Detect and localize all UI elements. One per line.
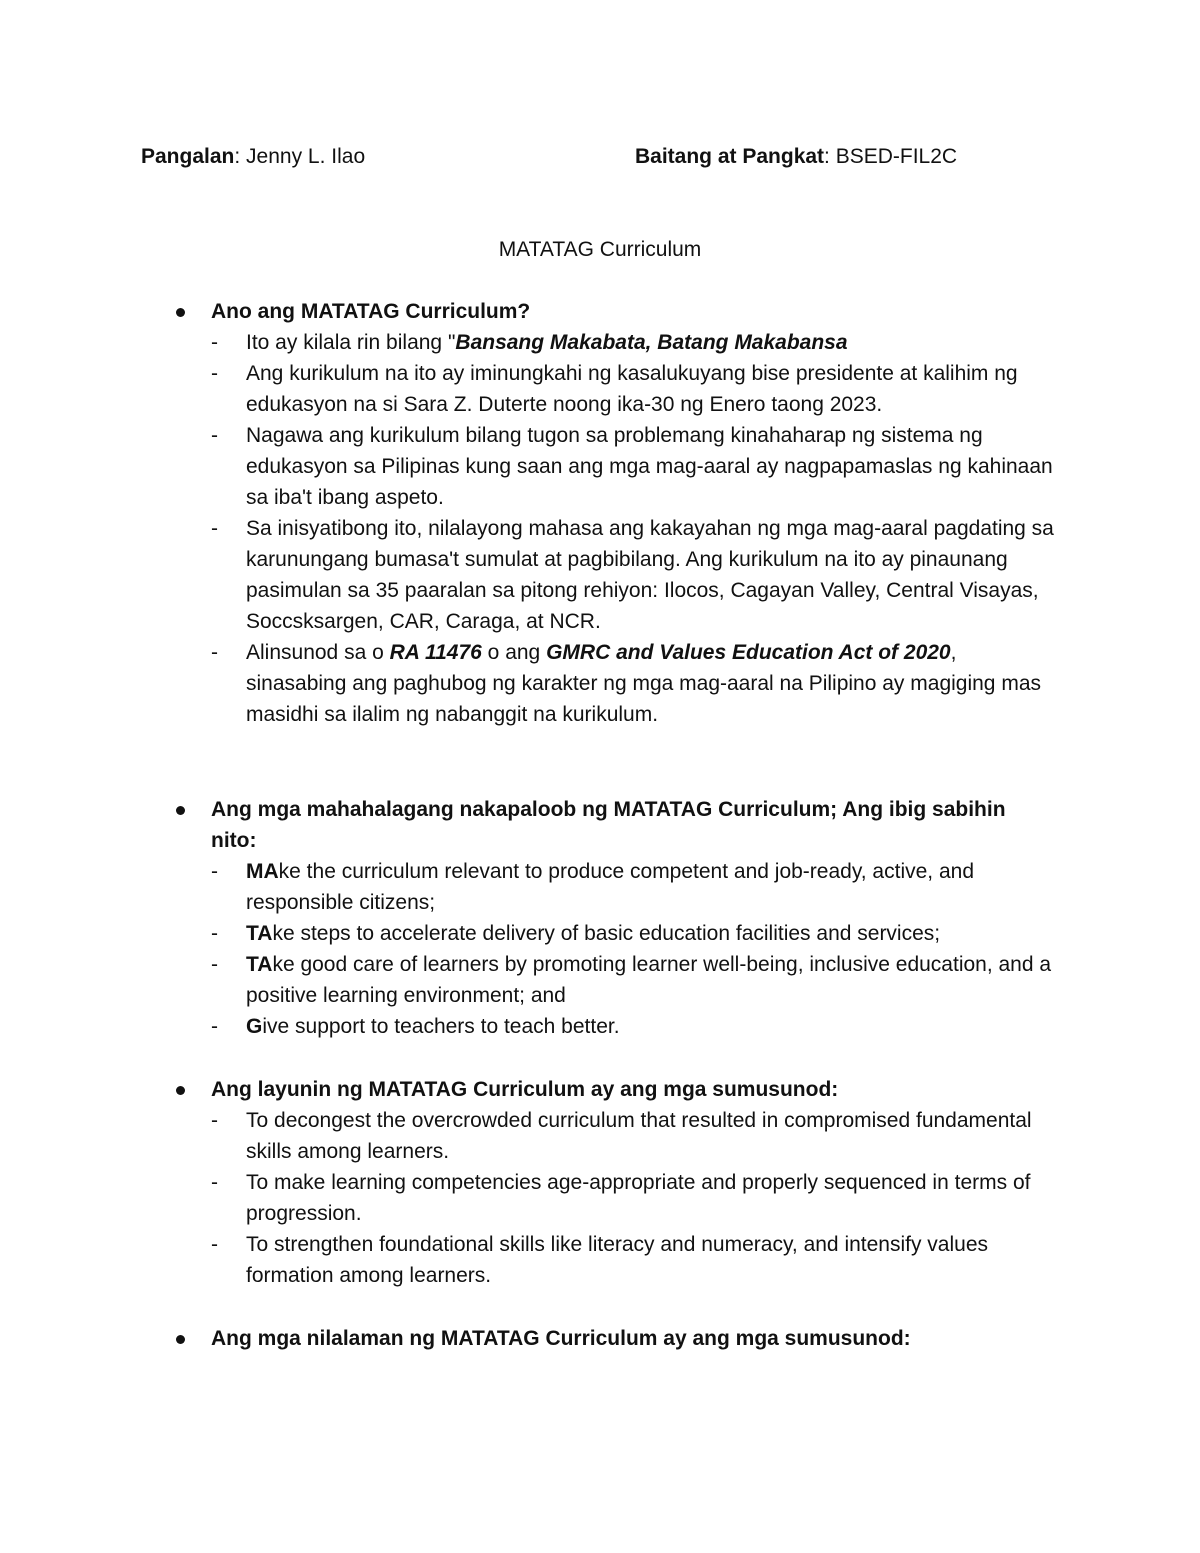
name-value: : Jenny L. Ilao [234, 145, 366, 168]
list-item [176, 358, 1056, 420]
section-objectives [176, 1074, 1056, 1291]
item-text: ke the curriculum relevant to produce competent and job-ready, active, and responsible citizens; [246, 860, 974, 914]
dash-icon: - [211, 922, 218, 945]
grade-label: Baitang at Pangkat [635, 145, 825, 168]
item-text: Ang kurikulum na ito ay iminungkahi ng kasalukuyang bise presidente at kalihim ng edukasyon na si Sara Z. Duterte noong ika-30 ng Enero taong 2023. [246, 362, 1018, 416]
section-heading-text: Ano ang MATATAG Curriculum? [211, 300, 531, 323]
law-number: RA 11476 [389, 641, 482, 664]
section-heading-text: Ang mga nilalaman ng MATATAG Curriculum ay ang mga sumusunod: [211, 1327, 911, 1350]
bullet-icon [176, 1335, 185, 1344]
section-heading [176, 1074, 1056, 1105]
dash-icon: - [211, 1109, 218, 1132]
section-heading [176, 794, 1056, 856]
item-text: ke steps to accelerate delivery of basic education facilities and services; [272, 922, 941, 945]
item-text: Ito ay kilala rin bilang " [246, 331, 456, 354]
section-definition [176, 296, 1056, 730]
list-item [176, 1229, 1056, 1291]
dash-icon: - [211, 1233, 218, 1256]
dash-icon: - [211, 1015, 218, 1038]
dash-icon: - [211, 860, 218, 883]
list-item [176, 856, 1056, 918]
dash-icon: - [211, 953, 218, 976]
list-item [176, 420, 1056, 513]
law-title: GMRC and Values Education Act of 2020 [546, 641, 951, 664]
dash-icon: - [211, 362, 218, 385]
dash-icon: - [211, 517, 218, 540]
item-text: To make learning competencies age-appropriate and properly sequenced in terms of progression. [246, 1171, 1031, 1225]
item-text: Alinsunod sa o [246, 641, 390, 664]
definition-list [176, 327, 1056, 730]
grade-section [635, 141, 957, 172]
acronym-letters: TA [246, 953, 273, 976]
acronym-letters: G [246, 1015, 263, 1038]
list-item [176, 918, 1056, 949]
document-title: MATATAG Curriculum [498, 238, 702, 261]
item-text: ke good care of learners by promoting learner well-being, inclusive education, and a positive learning environment; and [246, 953, 1052, 1007]
bullet-icon [176, 806, 185, 815]
item-text: , sinasabing ang paghubog ng karakter ng mga mag-aaral na Pilipino ay magiging mas masidhi sa ilalim ng nabanggit na kurikulum. [246, 641, 1041, 726]
item-text: o ang [481, 641, 547, 664]
bullet-icon [176, 308, 185, 317]
item-text: Sa inisyatibong ito, nilalayong mahasa ang kakayahan ng mga mag-aaral pagdating sa karunungang bumasa't sumulat at pagbibilang. Ang kurikulum na ito ay pinaunang pasimulan sa 35 paaralan sa pitong rehiyon: Ilocos, Cagayan Valley, Central Visayas, Soccsksargen, CAR, Caraga, at NCR. [246, 517, 1054, 633]
item-text: Nagawa ang kurikulum bilang tugon sa problemang kinahaharap ng sistema ng edukasyon sa Pilipinas kung saan ang mga mag-aaral ay nagpapamaslas ng kahinaan sa iba't ibang aspeto. [246, 424, 1053, 509]
student-name [141, 141, 365, 172]
item-text: To decongest the overcrowded curriculum that resulted in compromised fundamental skills among learners. [246, 1109, 1032, 1163]
student-info-header [141, 141, 1041, 172]
list-item [176, 1011, 1056, 1042]
list-item [176, 1167, 1056, 1229]
acronym-list [176, 856, 1056, 1042]
section-heading-text: Ang mga mahahalagang nakapaloob ng MATATAG Curriculum; Ang ibig sabihin nito: [211, 798, 1006, 852]
dash-icon: - [211, 331, 218, 354]
section-contents [176, 1323, 1056, 1354]
item-emphasis: Bansang Makabata, Batang Makabansa [455, 331, 848, 354]
name-label: Pangalan [141, 145, 235, 168]
dash-icon: - [211, 424, 218, 447]
objectives-list [176, 1105, 1056, 1291]
list-item [176, 327, 1056, 358]
bullet-icon [176, 1086, 185, 1095]
section-heading [176, 1323, 1056, 1354]
section-heading-text: Ang layunin ng MATATAG Curriculum ay ang mga sumusunod: [211, 1078, 839, 1101]
section-acronym [176, 794, 1056, 1042]
dash-icon: - [211, 1171, 218, 1194]
item-text: To strengthen foundational skills like literacy and numeracy, and intensify values formation among learners. [246, 1233, 989, 1287]
grade-value: : BSED-FIL2C [824, 145, 958, 168]
acronym-letters: MA [246, 860, 279, 883]
list-item [176, 513, 1056, 637]
list-item [176, 949, 1056, 1011]
acronym-letters: TA [246, 922, 273, 945]
section-heading [176, 296, 1056, 327]
list-item [176, 637, 1056, 730]
item-text: ive support to teachers to teach better. [262, 1015, 620, 1038]
dash-icon: - [211, 641, 218, 664]
list-item [176, 1105, 1056, 1167]
